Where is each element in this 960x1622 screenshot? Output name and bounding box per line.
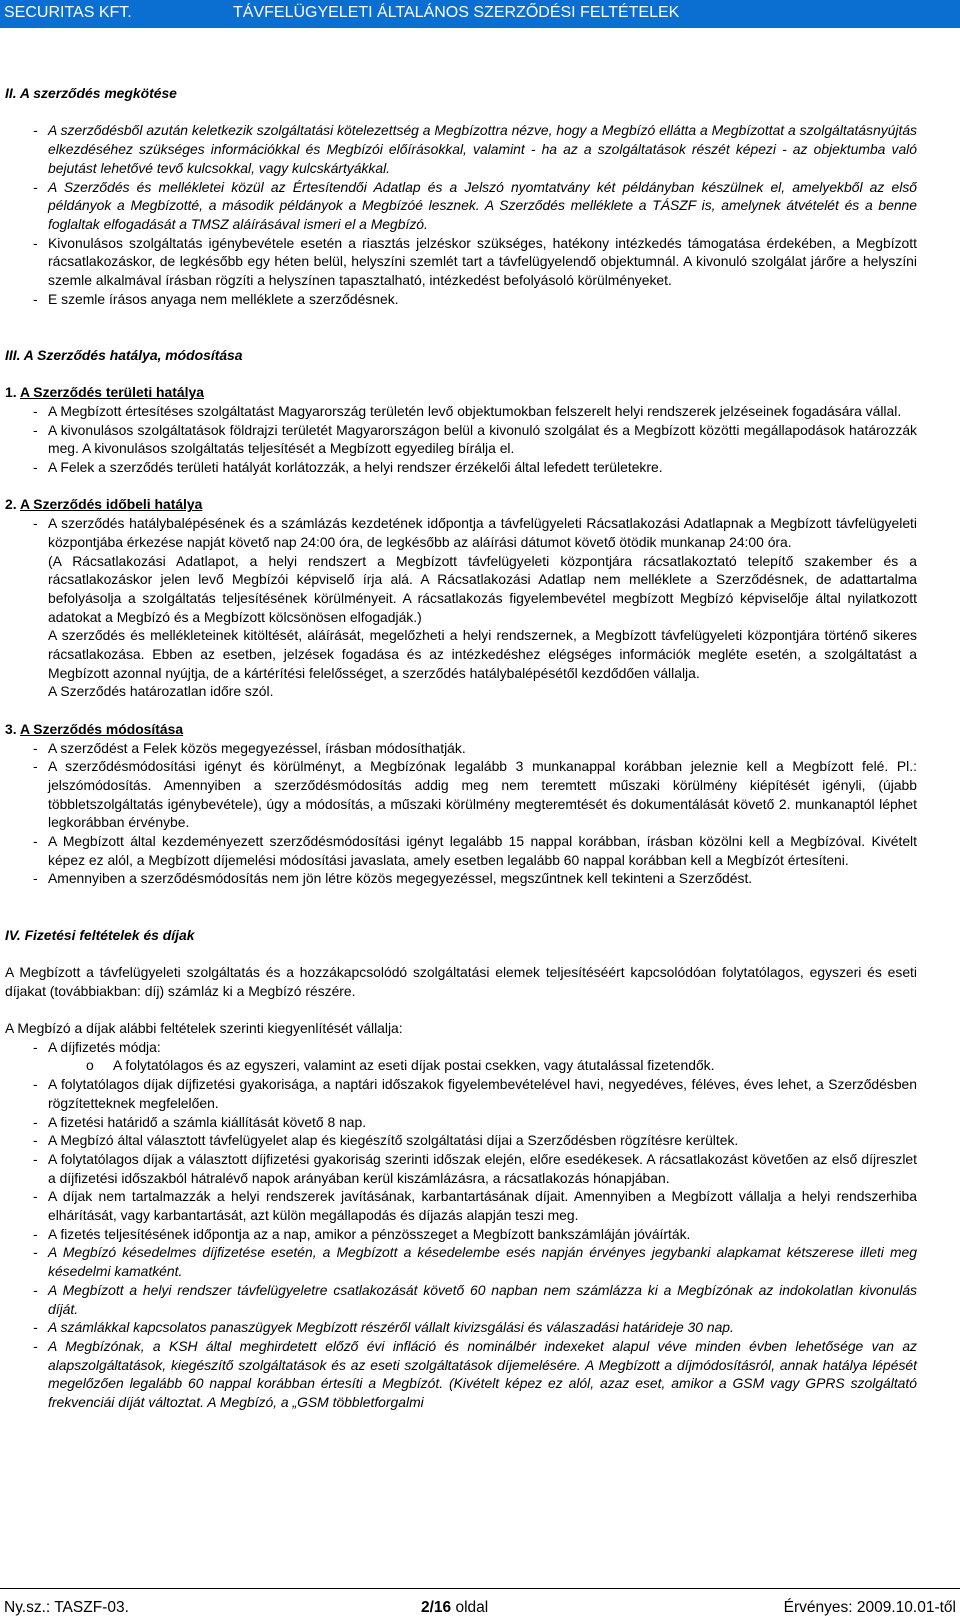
list-item: - A Megbízó által választott távfelügyelet alap és kiegészítő szolgáltatási díjai a Szerződésben rögzítésre kerültek. [5, 1131, 917, 1150]
list-item: - A Megbízott értesítéses szolgáltatást Magyarország területén levő objektumokban felszerelt helyi rendszerek jelzéseinek fogadására vállal. [5, 402, 917, 421]
paragraph: A Szerződés határozatlan időre szól. [48, 683, 274, 700]
page-footer [0, 1588, 960, 1622]
list-item: - E szemle írásos anyaga nem melléklete a szerződésnek. [5, 290, 917, 309]
list-item: - Kivonulásos szolgáltatás igénybevétele esetén a riasztás jelzéskor szükséges, hatékony intézkedés támogatása érdekében, a Megbízott rácsatlakozáskor, de legkésőbb egy héten belül, helyszíni szemlét tart a távfelügyelendő objektumnál. A kivonuló szolgálat járőre a helyszíni szemle alkalmával írásban rögzíti a helyszínen tapasztalható, intézkedést befolyásoló körülményeket. [5, 234, 917, 290]
list-item: - A fizetési határidő a számla kiállítását követő 8 nap. [5, 1113, 917, 1132]
page-current: 2 [421, 1599, 430, 1616]
section-heading-iii: III. A Szerződés hatálya, módosítása [5, 346, 243, 363]
list-item: - A folytatólagos díjak díjfizetési gyakorisága, a naptári időszakok figyelembevételével havi, negyedéves, féléves, éves lehet, a Szerződésben rögzítetteknek megfelelően. [5, 1075, 917, 1112]
subsection-number: 2. [5, 496, 17, 513]
document-title: TÁVFELÜGYELETI ÁLTALÁNOS SZERZŐDÉSI FELTÉTELEK [233, 4, 680, 21]
subsection-number: 1. [5, 384, 17, 401]
subsection-title: A Szerződés területi hatálya [19, 384, 204, 401]
list-item: - A Megbízó késedelmes díjfizetése esetén, a Megbízott a késedelembe esés napján érvényes jegybanki alapkamat kétszerese illeti meg késedelmi kamatként. [5, 1243, 917, 1280]
list-item: - A fizetés teljesítésének időpontja az a nap, amikor a pénzösszeget a Megbízott bankszámláján jóváírták. [5, 1225, 917, 1244]
page-word: oldal [451, 1599, 489, 1616]
paragraph: (A Rácsatlakozási Adatlapot, a helyi rendszert a Megbízott távfelügyeleti központjára rácsatlakoztató telepítő szakember és a rácsatlakozáskor jelen levő Megbízói képviselő írja alá. A Rácsatlakozási Adatlap nem melléklete a Szerződésnek, de adattartalma befolyásolja a szolgáltatás teljesítésének körülményeit. A rácsatlakozás figyelembevétel megbízott Megbízó képviselője által nyilatkozott adatokat a Megbízó és a Megbízott kölcsönösen elfogadják.) [48, 552, 917, 625]
document-body [5, 84, 917, 1412]
section-iv-list [5, 1038, 917, 1412]
subsection-heading [5, 495, 917, 514]
list-item: - A Felek a szerződés területi hatályát korlátozzák, a helyi rendszer érzékelői által lefedett területekre. [5, 458, 917, 477]
subsection-heading [5, 383, 917, 402]
validity-date: Érvényes: 2009.10.01-től [783, 1599, 956, 1616]
list-item: - A szerződést a Felek közös megegyezéssel, írásban módosíthatják. [5, 739, 917, 758]
sub-list [5, 1056, 917, 1075]
list-item: - A folytatólagos díjak a választott díjfizetési gyakoriság szerinti időszak elején, előre esedékesek. A rácsatlakozást követően az első díjreszlet a díjfizetési időszakból hátralévő napok arányában kerül kiszámlázásra, a rácsatlakozás hónapjában. [5, 1150, 917, 1187]
list-item [5, 1038, 917, 1075]
document-number: Ny.sz.: TASZF-03. [4, 1599, 129, 1616]
list-item: - A szerződésből azután keletkezik szolgáltatási kötelezettség a Megbízottra nézve, hogy a Megbízó ellátta a Megbízottat a szolgáltatásnyújtás elkezdéséhez szükséges információkkal és Megbízói előírásokkal, valamint - ha az a szolgáltatások részét képezi - az objektumba való bejutást lehetővé tevő kulcsokkal, vagy kulcskártyákkal. [5, 121, 917, 177]
list-item: - A díjak nem tartalmazzák a helyi rendszerek javításának, karbantartásának díjait. Amennyiben a Megbízott vállalja a helyi rendszerhiba elhárítását, vagy karbantartását, azt külön megállapodás és díjazás alapján teszi meg. [5, 1187, 917, 1224]
page-indicator [421, 1599, 488, 1617]
list-item: - A szerződés hatálybalépésének és a számlázás kezdetének időpontja a távfelügyeleti Rácsatlakozási Adatlapnak a Megbízott távfelügyeleti központjába érkezése napját követő nap 24:00 óra, de legkésőbb az aláírási dátumot követő ötödik munkanap 24:00 óra. [5, 514, 917, 551]
list-item: - Amennyiben a szerződésmódosítás nem jön létre közös megegyezéssel, megszűntnek kell tekinteni a Szerződést. [5, 869, 917, 888]
list-item: - A számlákkal kapcsolatos panaszügyek Megbízott részéről vállalt kivizsgálási és válaszadási határideje 30 nap. [5, 1318, 917, 1337]
page-total: /16 [429, 1599, 452, 1616]
subsection-title: A Szerződés módosítása [19, 720, 184, 737]
list-item-label: A díjfizetés módja: [48, 1038, 161, 1055]
paragraph: A szerződés és mellékleteinek kitöltését, aláírását, megelőzheti a helyi rendszernek, a Megbízott távfelügyeleti központjára történő sikeres rácsatlakozása. Ebben az esetben, jelzések fogadása és az intézkedéshez elégséges információk megléte esetén, a szolgáltatást a Megbízott azonnal nyújtja, de a kártérítési felelősséget, a szerződés hatálybalépésétől kezdődően vállalja. [48, 627, 917, 681]
paragraph: A Megbízott a távfelügyeleti szolgáltatás és a hozzákapcsolódó szolgáltatási elemek teljesítéséért kapcsolódóan folytatólagos, egyszeri és eseti díjakat (továbbiakban: díj) számláz ki a Megbízó részére. [5, 963, 917, 999]
paragraph: A Megbízó a díjak alábbi feltételek szerinti kiegyenlítését vállalja: [5, 1020, 403, 1037]
section-heading-ii: II. A szerződés megkötése [5, 85, 177, 101]
section-heading-iv: IV. Fizetési feltételek és díjak [5, 926, 195, 943]
subsection-3-list [5, 739, 917, 889]
subsection-heading [5, 720, 917, 739]
page-header [0, 0, 960, 28]
subsection-2-list [5, 514, 917, 551]
list-item: - A kivonulásos szolgáltatások földrajzi területét Magyarországon belül a kivonuló szolgálat és a Megbízott közötti megállapodások határozzák meg. A kivonulásos szolgáltatás teljesítését a Megbízott egyedileg bírálja el. [5, 421, 917, 458]
section-ii-list [5, 121, 917, 308]
list-item: - A Szerződés és mellékletei közül az Értesítendői Adatlap és a Jelszó nyomtatvány két példányban készülnek el, amelyekből az első példányok a Megbízotté, a második példányok a Megbízóé lesznek. A Szerződés melléklete a TÁSZF is, amelynek átvételét és a benne foglaltak elfogadását a TMSZ aláírásával ismeri el a Megbízó. [5, 178, 917, 234]
company-name: SECURITAS KFT. [4, 4, 132, 21]
list-item: - A szerződésmódosítási igényt és körülményt, a Megbízónak legalább 3 munkanappal korábban jeleznie kell a Megbízott felé. Pl.: jelszómódosítás. Amennyiben a szerződésmódosítás addig meg nem teremtett műszaki körülmény kiépítését igényli, (újabb többletszolgáltatás igénybevétele), úgy a módosítás, a műszaki körülmény megteremtését és dokumentálását követő 2. munkanaptól léphet legkorábban érvénybe. [5, 757, 917, 832]
subsection-1-list [5, 402, 917, 477]
subsection-title: A Szerződés időbeli hatálya [19, 496, 203, 513]
list-item: - A Megbízónak, a KSH által meghirdetett előző évi infláció és nominálbér indexeket alapul véve minden évben lehetősége van az alapszolgáltatások, kiegészítő szolgáltatások és az eseti szolgáltatások díjemelésére. A Megbízott a díjmódosításról, annak hatálya lépését megelőzően legalább 60 nappal korábban értesíti a Megbízót. (Kivételt képez ez alól, azaz eset, amikor a GSM vagy GPRS szolgáltató frekvenciái díját változtat. A Megbízó, a „GSM többletforgalmi [5, 1337, 917, 1412]
sub-list-item: o A folytatólagos és az egyszeri, valamint az eseti díjak postai csekken, vagy átutalással fizetendők. [5, 1056, 917, 1075]
list-item: - A Megbízott által kezdeményezett szerződésmódosítási igényt legalább 15 nappal korábban, írásban közölni kell a Megbízóval. Kivételt képez ez alól, a Megbízott díjemelési módosítási javaslata, amely esetben legalább 60 nappal korábban kell a Megbízót értesíteni. [5, 832, 917, 869]
subsection-number: 3. [5, 720, 17, 737]
list-item: - A Megbízott a helyi rendszer távfelügyeletre csatlakozását követő 60 napban nem számlázza ki a Megbízónak az indokolatlan kivonulás díját. [5, 1281, 917, 1318]
